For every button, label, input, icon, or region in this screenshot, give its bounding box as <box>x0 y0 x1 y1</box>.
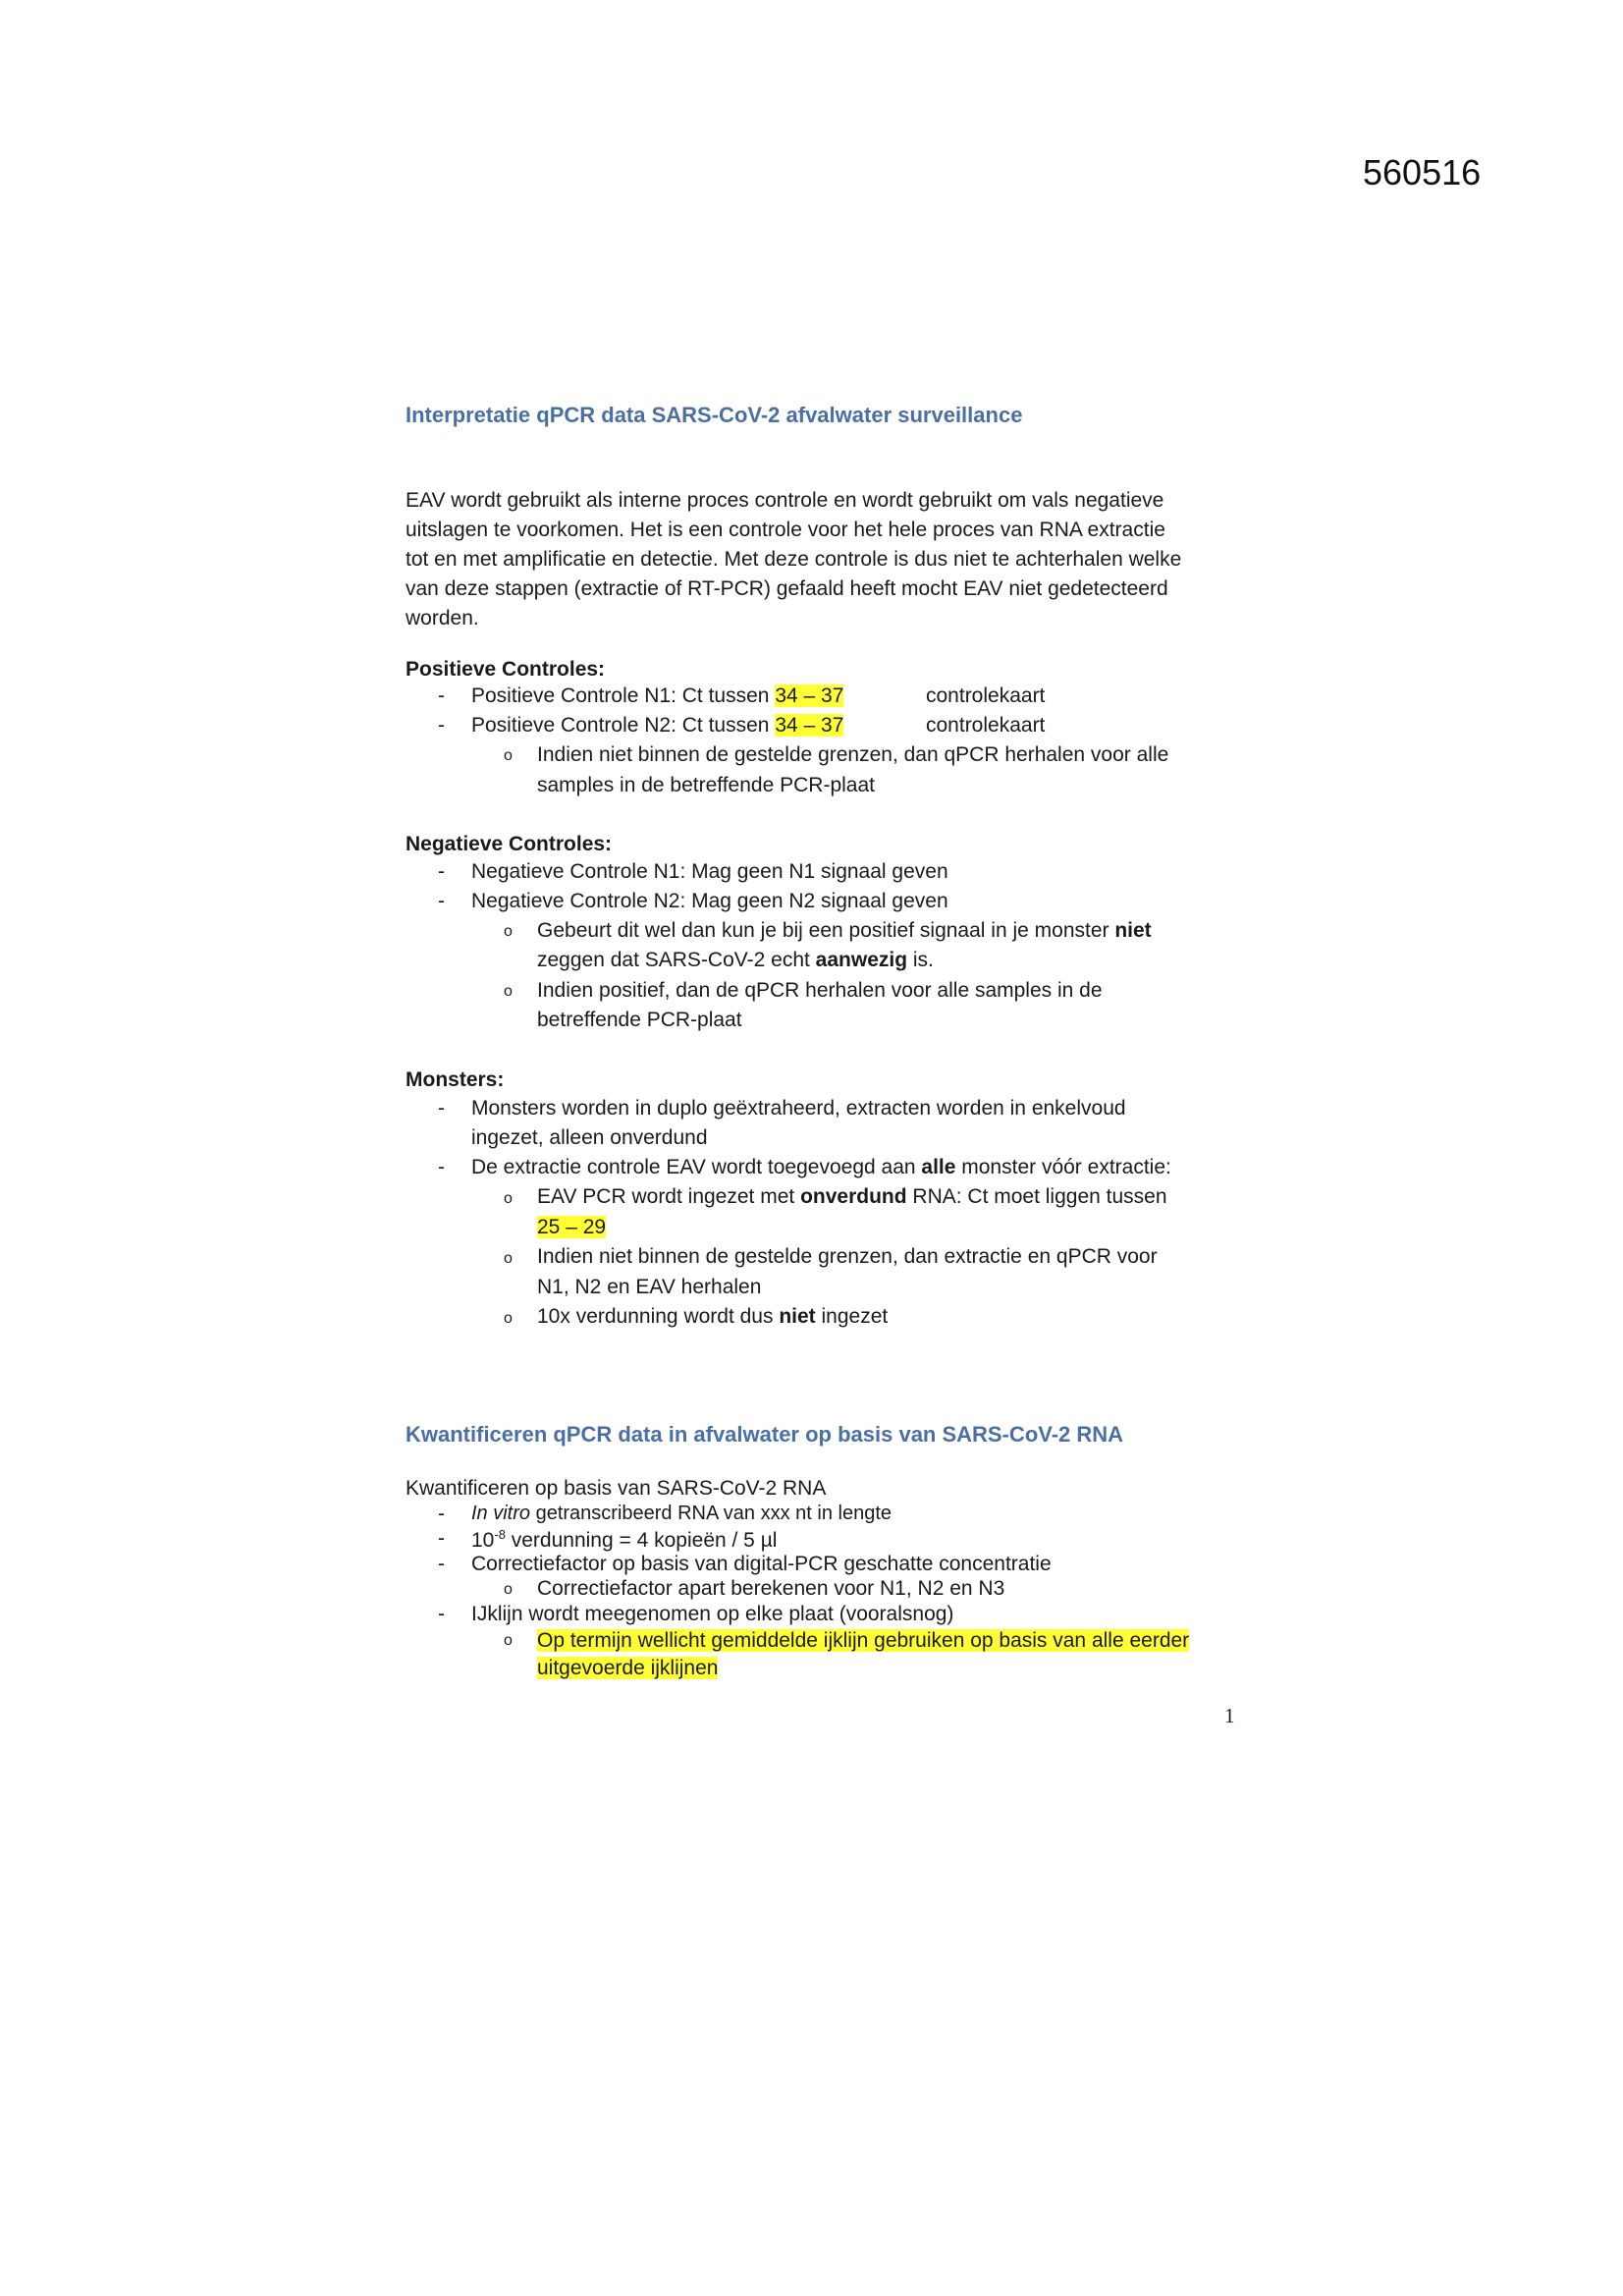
bullet-circle: o <box>504 1581 513 1598</box>
positive-control-n2-note: controlekaart <box>926 714 1046 737</box>
positive-sub-line: Indien niet binnen de gestelde grenzen, dan qPCR herhalen voor alle <box>537 743 1169 766</box>
samples-sub-line: 10x verdunning wordt dus niet ingezet <box>537 1305 889 1328</box>
bullet-circle: o <box>504 923 513 940</box>
positive-controls-label: Positieve Controles: <box>406 658 606 681</box>
section2-item: Correctiefactor op basis van digital-PCR geschatte concentratie <box>471 1553 1052 1575</box>
bullet-dash: - <box>438 1553 445 1575</box>
bullet-circle: o <box>504 1190 513 1207</box>
intro-line: tot en met amplificatie en detectie. Met deze controle is dus niet te achterhalen welke <box>406 548 1182 571</box>
negative-sub-line: zeggen dat SARS-CoV-2 echt aanwezig is. <box>537 949 934 971</box>
negative-sub-line: Indien positief, dan de qPCR herhalen voor alle samples in de <box>537 979 1103 1002</box>
bullet-dash: - <box>438 684 445 707</box>
samples-label: Monsters: <box>406 1068 505 1091</box>
bullet-circle: o <box>504 1310 513 1327</box>
samples-sub-line: N1, N2 en EAV herhalen <box>537 1276 762 1298</box>
bullet-dash: - <box>438 890 445 912</box>
intro-paragraph <box>406 486 1250 633</box>
positive-control-n2: Positieve Controle N2: Ct tussen 34 – 37 <box>471 714 844 737</box>
bullet-dash: - <box>438 860 445 883</box>
section2-intro: Kwantificeren op basis van SARS-CoV-2 RNA <box>406 1477 827 1500</box>
bullet-dash: - <box>438 1527 445 1550</box>
bullet-circle: o <box>504 983 513 1000</box>
section-title-kwantificeren: Kwantificeren qPCR data in afvalwater op basis van SARS-CoV-2 RNA <box>406 1422 1124 1447</box>
page-number: 1 <box>1224 1704 1235 1727</box>
highlighted-note <box>537 1627 1240 1682</box>
positive-control-n1-note: controlekaart <box>926 684 1046 707</box>
negative-control-n1: Negatieve Controle N1: Mag geen N1 signaal geven <box>471 860 948 883</box>
samples-sub-line: Indien niet binnen de gestelde grenzen, dan extractie en qPCR voor <box>537 1245 1158 1268</box>
document-number: 560516 <box>1363 152 1482 192</box>
section2-item: IJklijn wordt meegenomen op elke plaat (vooralsnog) <box>471 1603 954 1625</box>
bullet-dash: - <box>438 1156 445 1178</box>
intro-line: van deze stappen (extractie of RT-PCR) gefaald heeft mocht EAV niet gedetecteerd <box>406 577 1168 600</box>
intro-line: EAV wordt gebruikt als interne proces controle en wordt gebruikt om vals negatieve <box>406 489 1164 512</box>
samples-item-line: De extractie controle EAV wordt toegevoegd aan alle monster vóór extractie: <box>471 1156 1171 1178</box>
positive-sub-line: samples in de betreffende PCR-plaat <box>537 774 875 796</box>
negative-controls-label: Negatieve Controles: <box>406 833 613 855</box>
highlight-line: uitgevoerde ijklijnen <box>537 1657 719 1679</box>
bullet-circle: o <box>504 747 513 764</box>
positive-control-n1: Positieve Controle N1: Ct tussen 34 – 37 <box>471 684 844 707</box>
negative-sub-line: Gebeurt dit wel dan kun je bij een positief signaal in je monster niet <box>537 919 1152 942</box>
intro-line: uitslagen te voorkomen. Het is een controle voor het hele proces van RNA extractie <box>406 519 1165 541</box>
highlight-range: 34 – 37 <box>775 714 844 737</box>
negative-sub-line: betreffende PCR-plaat <box>537 1009 742 1031</box>
samples-item-line: ingezet, alleen onverdund <box>471 1126 708 1149</box>
section-title-interpretatie: Interpretatie qPCR data SARS-CoV-2 afvalwater surveillance <box>406 403 1023 427</box>
bullet-dash: - <box>438 714 445 737</box>
samples-item-line: Monsters worden in duplo geëxtraheerd, extracten worden in enkelvoud <box>471 1097 1126 1120</box>
highlight-line: Op termijn wellicht gemiddelde ijklijn gebruiken op basis van alle eerder <box>537 1629 1190 1652</box>
negative-control-n2: Negatieve Controle N2: Mag geen N2 signaal geven <box>471 890 948 912</box>
section2-item: In vitro getranscribeerd RNA van xxx nt in lengte <box>471 1503 892 1524</box>
intro-line: worden. <box>406 607 479 629</box>
section2-item: $10^{-8}$ verdunning = 4 kopieën / 5 µl <box>471 1527 778 1552</box>
bullet-circle: o <box>504 1632 513 1649</box>
bullet-circle: o <box>504 1250 513 1267</box>
highlight-range: 34 – 37 <box>775 684 844 707</box>
bullet-dash: - <box>438 1503 445 1525</box>
highlight-range: 25 – 29 <box>537 1216 607 1238</box>
bullet-dash: - <box>438 1603 445 1625</box>
samples-sub-line <box>537 1216 606 1239</box>
section2-sub-line: Correctiefactor apart berekenen voor N1, N2 en N3 <box>537 1577 1005 1600</box>
bullet-dash: - <box>438 1097 445 1120</box>
samples-sub-line: EAV PCR wordt ingezet met onverdund RNA: Ct moet liggen tussen <box>537 1185 1167 1208</box>
